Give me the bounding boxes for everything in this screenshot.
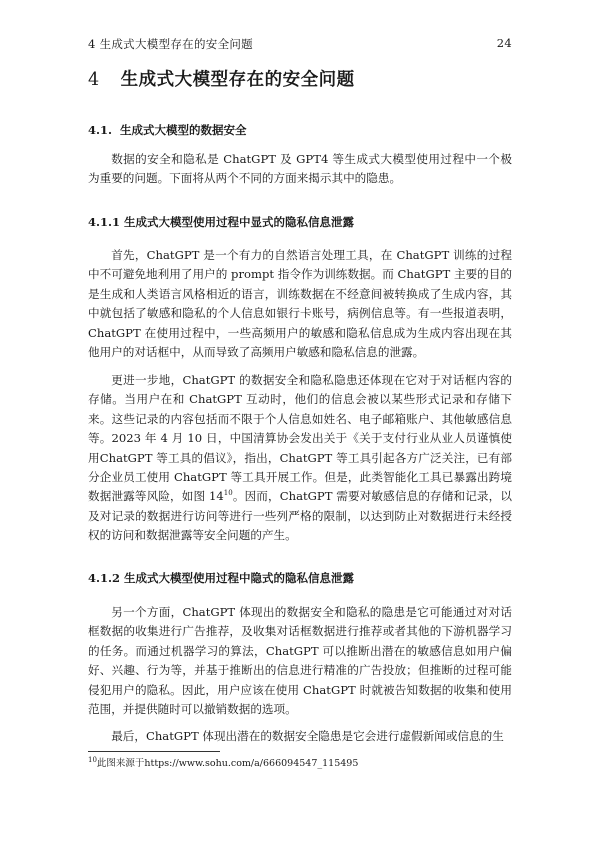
chapter-heading [88, 66, 355, 91]
subsection-title: 生成式大模型使用过程中显式的隐私信息泄露 [124, 215, 355, 229]
paragraph-intro: 数据的安全和隐私是 ChatGPT 及 GPT4 等生成式大模型使用过程中一个极为重要的问题。下面将从两个不同的方面来揭示其中的隐患。 [88, 152, 512, 186]
chapter-number: 4 [88, 70, 100, 90]
subsection-title: 生成式大模型使用过程中隐式的隐私信息泄露 [124, 571, 355, 585]
section-heading-4-1 [88, 122, 247, 138]
subsection-number: 4.1.2 [88, 571, 121, 585]
footnote [88, 755, 358, 769]
paragraph-fake-news: 最后，ChatGPT 体现出潜在的数据安全隐患是它会进行虚假新闻或信息的生 [111, 729, 504, 743]
section-heading-4-1-2 [88, 570, 354, 586]
footnote-reference: 10 [223, 489, 233, 498]
running-header-chapter: 4 生成式大模型存在的安全问题 [88, 37, 253, 51]
subsection-number: 4.1.1 [88, 215, 121, 229]
page-number: 24 [496, 36, 512, 50]
footnote-mark: 10 [88, 755, 97, 764]
paragraph-storage-text-b: 。因而，ChatGPT 需要对敏感信息的存储和记录，以及对记录的数据进行访问等进行一些列严格的限制，以达到防止对数据进行未经授权的访问和数据泄露等安全问题的产生。 [88, 489, 512, 543]
running-header [88, 36, 512, 52]
paragraph-storage-risk [88, 371, 512, 546]
paragraph-implicit-leak: 另一个方面，ChatGPT 体现出的数据安全和隐私的隐患是它可能通过对对话框数据的收集进行广告推荐，及收集对话框数据进行推荐或者其他的下游机器学习的任务。而通过机器学习的算法，ChatGPT 可以推断出潜在的敏感信息如用户偏好、兴趣、行为等，并基于推断出的信息进行精准的广告投放；但推断的过程可能侵犯用户的隐私。因此，用户应该在使用 ChatGPT 时就被告知数据的收集和使用范围，并提供随时可以撤销数据的选项。 [88, 605, 512, 717]
section-title: 生成式大模型的数据安全 [120, 123, 247, 137]
footnote-divider [88, 751, 220, 752]
chapter-title-text: 生成式大模型存在的安全问题 [120, 70, 355, 90]
paragraph-explicit-leak: 首先，ChatGPT 是一个有力的自然语言处理工具，在 ChatGPT 训练的过程中不可避免地利用了用户的 prompt 指令作为训练数据。而 ChatGPT 主要的目的是生成和人类语言风格相近的语言，训练数据在不经意间被转换成了生成内容，其中就包括了敏感和隐私的个人信息如银行卡账号，病例信息等。有一些报道表明，ChatGPT 在使用过程中，一些高频用户的敏感和隐私信息成为生成内容出现在其他用户的对话框中，从而导致了高频用户敏感和隐私信息的泄露。 [88, 248, 512, 360]
footnote-text: 此图来源于https://www.sohu.com/a/666094547_115495 [96, 758, 359, 769]
section-heading-4-1-1 [88, 214, 354, 230]
section-number: 4.1. [88, 123, 113, 137]
paragraph-storage-text-a: 更进一步地，ChatGPT 的数据安全和隐私隐患还体现在它对于对话框内容的存储。当用户在和 ChatGPT 互动时，他们的信息会被以某些形式记录和存储下来。这些记录的内容包括而不限于个人信息如姓名、电子邮箱账户、其他敏感信息等。2023 年 4 月 10 日，中国清算协会发出关于《关于支付行业从业人员谨慎使用ChatGPT 等工具的倡议》，指出，ChatGPT 等工具引起各方广泛关注，已有部分企业员工使用 ChatGPT 等工具开展工作。但是，此类智能化工具已暴露出跨境数据泄露等风险，如图 14 [88, 373, 512, 504]
